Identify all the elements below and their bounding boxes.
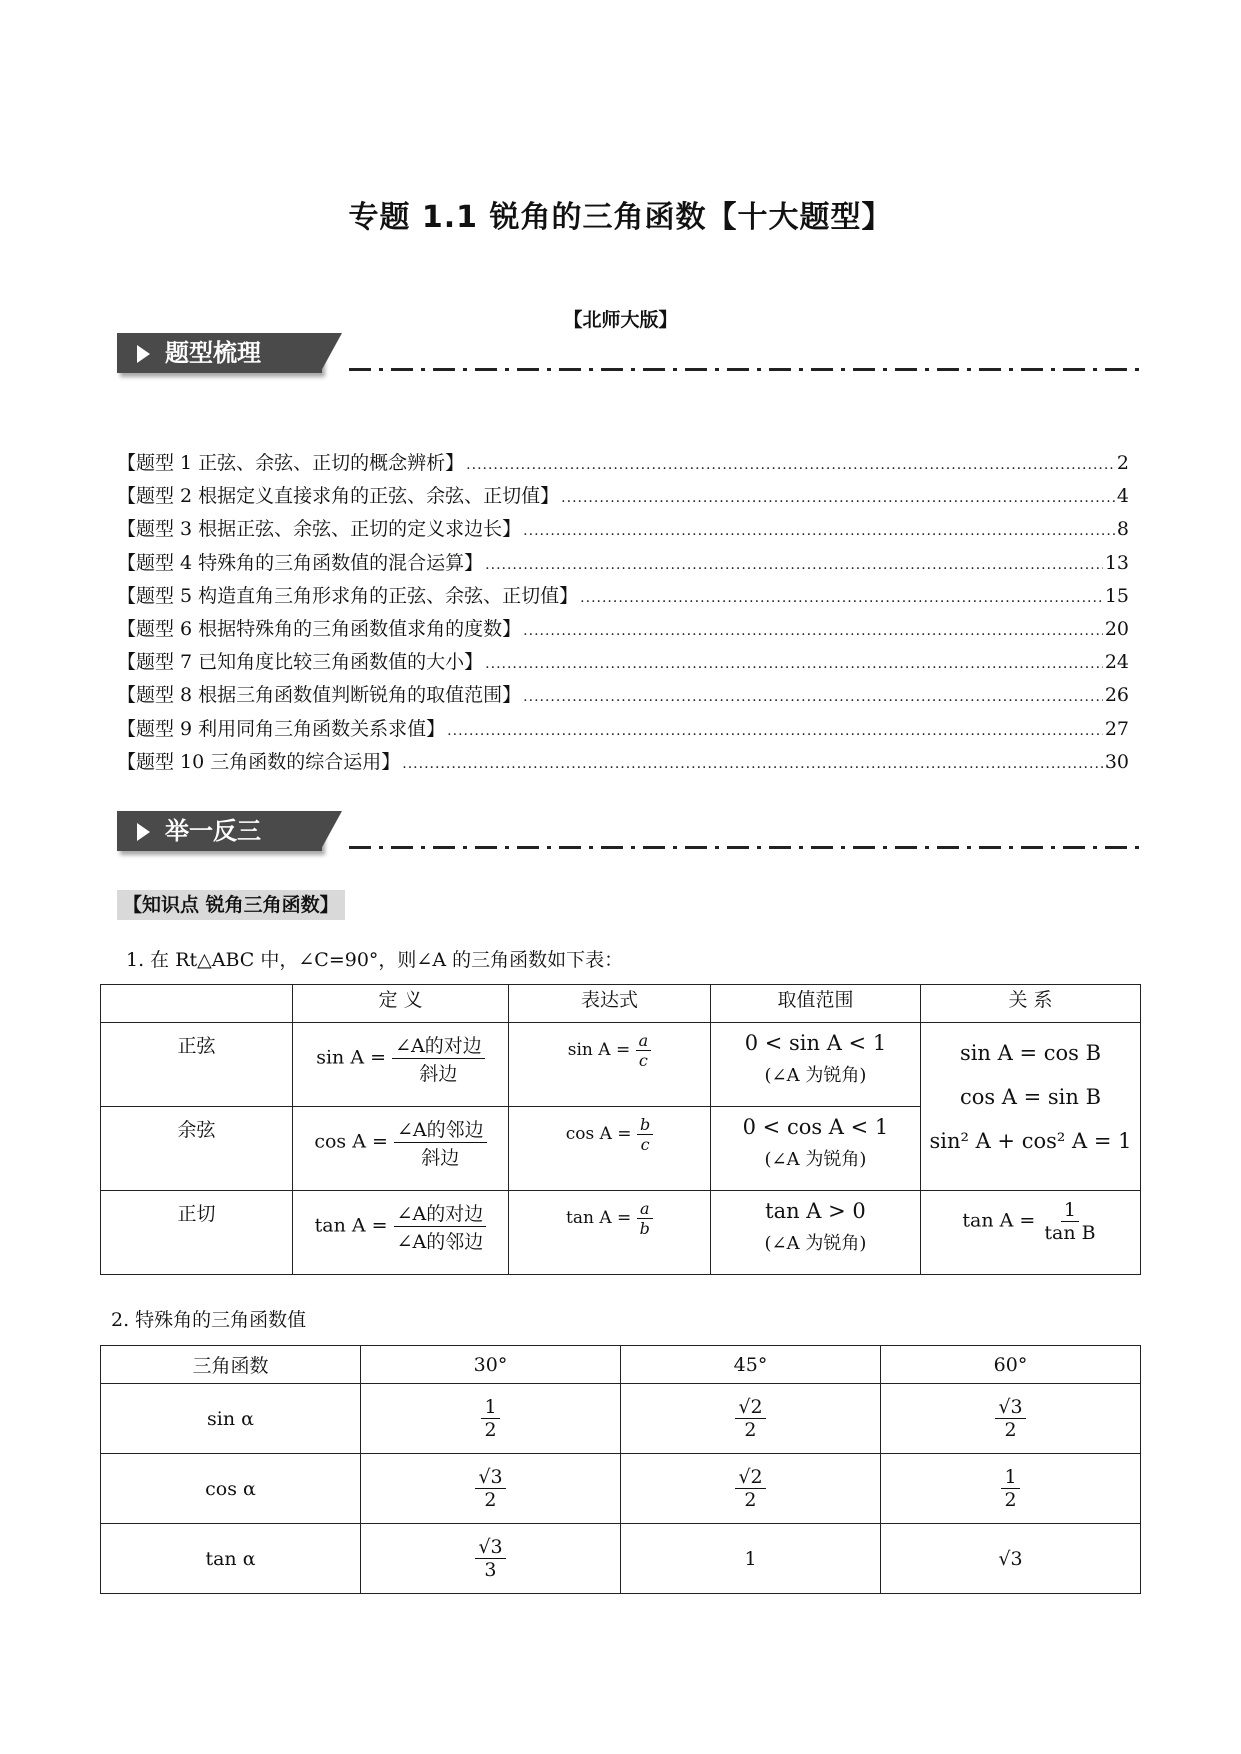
definition-lhs: cos A = <box>314 1130 388 1153</box>
toc-item-label: 【题型 3 根据正弦、余弦、正切的定义求边长】 <box>117 518 522 541</box>
table-header-row <box>101 1346 1141 1384</box>
value-cell: √3 <box>880 1524 1140 1594</box>
toc-item-label: 【题型 10 三角函数的综合运用】 <box>117 750 401 773</box>
denominator: 斜边 <box>419 1063 458 1085</box>
value-fraction <box>1001 1466 1019 1511</box>
value-fraction <box>735 1466 765 1511</box>
value-cell <box>880 1384 1140 1454</box>
expression-cell <box>508 1107 710 1191</box>
expression-cell <box>508 1191 710 1275</box>
value-cell <box>360 1524 620 1594</box>
toc-item[interactable] <box>117 647 1129 680</box>
definition-fraction <box>394 1199 487 1254</box>
denominator: ∠A的邻边 <box>396 1231 484 1253</box>
header-cell: 30° <box>360 1346 620 1384</box>
numerator: √3 <box>475 1466 505 1489</box>
toc-leader <box>580 585 1103 607</box>
toc-page-number: 4 <box>1116 485 1129 508</box>
definition-lhs: tan A = <box>314 1214 388 1237</box>
relation-4-lhs: tan A = <box>962 1209 1036 1232</box>
banner-slant <box>320 811 342 851</box>
range-cell <box>710 1023 920 1107</box>
denominator: 斜边 <box>421 1147 460 1169</box>
range-value: tan A > 0 <box>765 1199 866 1223</box>
relation-cell <box>920 1191 1140 1275</box>
table-header-row <box>101 985 1141 1023</box>
edition-label: 【北师大版】 <box>563 309 678 331</box>
numerator: 1 <box>1061 1199 1079 1222</box>
dash-divider <box>349 368 1139 371</box>
range-note: (∠A 为锐角) <box>764 1065 867 1086</box>
toc-page-number: 13 <box>1104 551 1129 574</box>
denominator: c <box>638 1051 648 1070</box>
toc-page-number: 8 <box>1116 518 1129 541</box>
relation-1: sin A = cos B <box>959 1041 1102 1065</box>
definition-lhs: sin A = <box>316 1046 387 1069</box>
toc-leader <box>485 651 1103 673</box>
toc-item-label: 【题型 8 根据三角函数值判断锐角的取值范围】 <box>117 684 522 707</box>
function-name: 正弦 <box>101 1023 293 1107</box>
definition-fraction <box>392 1031 485 1086</box>
header-cell: 定 义 <box>293 985 509 1023</box>
denominator: 2 <box>1004 1489 1017 1511</box>
denominator: 3 <box>484 1559 497 1581</box>
toc-leader <box>466 452 1115 474</box>
value-cell: 1 <box>620 1524 880 1594</box>
section-tab <box>117 811 322 851</box>
header-cell: 关 系 <box>920 985 1140 1023</box>
section-tab <box>117 333 322 373</box>
toc-leader <box>402 751 1103 773</box>
value-cell <box>360 1454 620 1524</box>
function-name: 余弦 <box>101 1107 293 1191</box>
toc-leader <box>523 684 1103 706</box>
numerator: √3 <box>995 1396 1025 1419</box>
toc-leader <box>523 618 1103 640</box>
toc-item-label: 【题型 1 正弦、余弦、正切的概念辨析】 <box>117 452 465 474</box>
toc-item[interactable] <box>117 714 1129 747</box>
relation-3: sin² A + cos² A = 1 <box>929 1129 1132 1153</box>
toc-item-label: 【题型 6 根据特殊角的三角函数值求角的度数】 <box>117 617 522 640</box>
denominator: b <box>639 1219 650 1238</box>
section-banner-overview <box>117 333 1139 377</box>
expression-lhs: cos A = <box>565 1124 632 1144</box>
table-row <box>101 1384 1141 1454</box>
numerator: ∠A的对边 <box>394 1199 487 1227</box>
header-cell: 三角函数 <box>101 1346 361 1384</box>
page-title: 专题 1.1 锐角的三角函数【十大题型】 <box>348 200 893 235</box>
section-title: 举一反三 <box>165 817 261 845</box>
header-cell: 取值范围 <box>710 985 920 1023</box>
toc-item-label: 【题型 2 根据定义直接求角的正弦、余弦、正切值】 <box>117 485 560 508</box>
numerator: b <box>637 1115 653 1135</box>
toc-item-label: 【题型 4 特殊角的三角函数值的混合运算】 <box>117 551 484 574</box>
trig-definition-table <box>100 984 1141 1275</box>
toc-page-number: 15 <box>1104 584 1129 607</box>
definition-cell <box>293 1107 509 1191</box>
toc-item-label: 【题型 5 构造直角三角形求角的正弦、余弦、正切值】 <box>117 584 579 607</box>
toc-page-number: 30 <box>1104 750 1129 773</box>
toc-leader <box>561 485 1115 507</box>
function-name: 正切 <box>101 1191 293 1275</box>
header-cell: 60° <box>880 1346 1140 1384</box>
value-fraction <box>475 1536 505 1581</box>
function-name: sin α <box>101 1384 361 1454</box>
expression-fraction <box>637 1199 653 1238</box>
toc-item[interactable] <box>117 548 1129 581</box>
denominator: 2 <box>1004 1419 1017 1441</box>
knowledge-point-heading: 【知识点 锐角三角函数】 <box>117 890 345 920</box>
table-row <box>101 1023 1141 1107</box>
value-cell <box>360 1384 620 1454</box>
numerator: ∠A的对边 <box>392 1031 485 1059</box>
denominator: 2 <box>744 1489 757 1511</box>
toc-leader <box>447 718 1103 740</box>
value-fraction <box>735 1396 765 1441</box>
definition-cell <box>293 1023 509 1107</box>
numerator: √2 <box>735 1396 765 1419</box>
toc-item[interactable] <box>117 747 1129 780</box>
play-icon <box>137 823 150 841</box>
definition-cell <box>293 1191 509 1275</box>
value-fraction <box>475 1466 505 1511</box>
numerator: √2 <box>735 1466 765 1489</box>
denominator: tan B <box>1044 1222 1096 1244</box>
toc-item-label: 【题型 9 利用同角三角函数关系求值】 <box>117 717 446 740</box>
header-cell <box>101 985 293 1023</box>
toc-leader <box>485 552 1103 574</box>
toc-item-label: 【题型 7 已知角度比较三角函数值的大小】 <box>117 651 484 674</box>
toc-leader <box>523 518 1115 540</box>
table-of-contents <box>117 448 1129 780</box>
paragraph-2: 2. 特殊角的三角函数值 <box>111 1309 307 1331</box>
definition-fraction <box>394 1115 487 1170</box>
numerator: a <box>637 1199 653 1219</box>
relation-4-fraction <box>1041 1199 1098 1244</box>
numerator: a <box>636 1031 652 1051</box>
value-fraction <box>481 1396 499 1441</box>
special-angle-table <box>100 1345 1141 1594</box>
toc-page-number: 27 <box>1104 717 1129 740</box>
expression-fraction <box>637 1115 653 1154</box>
expression-fraction <box>636 1031 652 1070</box>
range-cell <box>710 1191 920 1275</box>
toc-item[interactable] <box>117 481 1129 514</box>
function-name: cos α <box>101 1454 361 1524</box>
expression-lhs: tan A = <box>566 1208 632 1228</box>
toc-page-number: 24 <box>1104 651 1129 674</box>
banner-slant <box>320 333 342 373</box>
toc-page-number: 2 <box>1116 452 1129 474</box>
toc-item[interactable] <box>117 514 1129 547</box>
table-row <box>101 1454 1141 1524</box>
toc-page-number: 20 <box>1104 617 1129 640</box>
expression-lhs: sin A = <box>567 1040 631 1060</box>
range-cell <box>710 1107 920 1191</box>
denominator: 2 <box>484 1489 497 1511</box>
dash-divider <box>349 846 1139 849</box>
value-cell <box>880 1454 1140 1524</box>
relation-2: cos A = sin B <box>959 1085 1102 1109</box>
denominator: 2 <box>484 1419 497 1441</box>
header-cell: 表达式 <box>508 985 710 1023</box>
section-title: 题型梳理 <box>165 339 261 367</box>
denominator: 2 <box>744 1419 757 1441</box>
toc-item[interactable] <box>117 680 1129 713</box>
numerator: 1 <box>1001 1466 1019 1489</box>
value-cell <box>620 1454 880 1524</box>
header-cell: 45° <box>620 1346 880 1384</box>
table-row <box>101 1524 1141 1594</box>
table-row <box>101 1191 1141 1275</box>
range-value: 0 < cos A < 1 <box>742 1115 889 1139</box>
range-value: 0 < sin A < 1 <box>744 1031 887 1055</box>
relation-cell <box>920 1023 1140 1191</box>
play-icon <box>137 345 150 363</box>
numerator: 1 <box>481 1396 499 1419</box>
numerator: √3 <box>475 1536 505 1559</box>
denominator: c <box>640 1135 650 1154</box>
expression-cell <box>508 1023 710 1107</box>
function-name: tan α <box>101 1524 361 1594</box>
range-note: (∠A 为锐角) <box>764 1149 867 1170</box>
value-fraction <box>995 1396 1025 1441</box>
paragraph-1: 1. 在 Rt△ABC 中，∠C=90°，则∠A 的三角函数如下表： <box>126 949 624 971</box>
range-note: (∠A 为锐角) <box>764 1233 867 1254</box>
numerator: ∠A的邻边 <box>394 1115 487 1143</box>
toc-item[interactable] <box>117 614 1129 647</box>
value-cell <box>620 1384 880 1454</box>
toc-item[interactable] <box>117 581 1129 614</box>
toc-item[interactable] <box>117 448 1129 481</box>
section-banner-examples <box>117 811 1139 855</box>
toc-page-number: 26 <box>1104 684 1129 707</box>
